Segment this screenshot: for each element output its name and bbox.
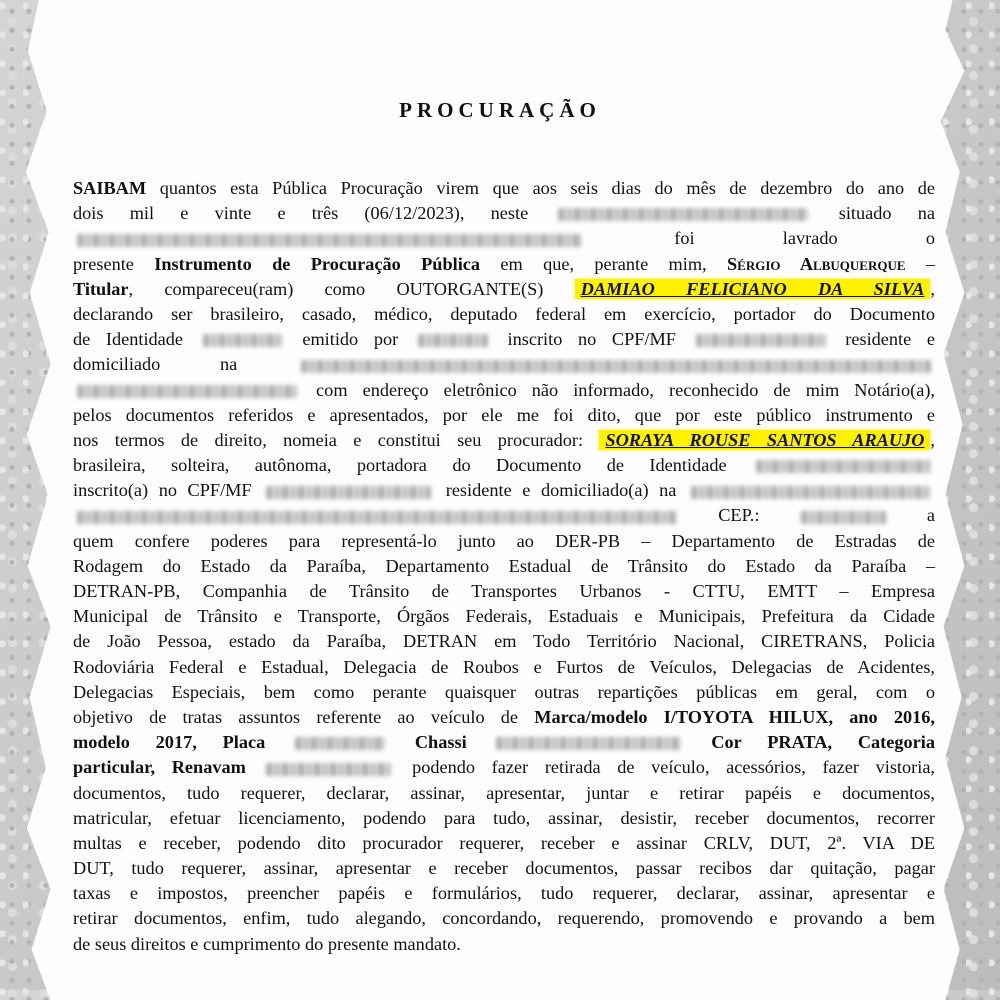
text-line: [73, 932, 935, 957]
body-text: emitido por: [286, 329, 414, 350]
body-text: CEP.:: [681, 505, 797, 526]
body-text: documentos, tudo requerer, declarar, assinar, apresentar, juntar e retirar papéis e documentos,: [73, 782, 935, 803]
document-body: [73, 176, 935, 957]
bold-text: Cor PRATA, Categoria: [685, 732, 935, 753]
body-text: residente e domiciliado(a) na: [435, 480, 687, 501]
body-text: de João Pessoa, estado da Paraíba, DETRAN em Todo Território Nacional, CIRETRANS, Policia: [73, 631, 935, 652]
body-text: ,: [930, 278, 935, 299]
redacted-text: [496, 737, 681, 750]
text-line: [73, 655, 935, 680]
redacted-text: [696, 334, 826, 347]
body-text: em que, perante mim,: [480, 253, 727, 274]
text-line: [73, 327, 935, 352]
text-line: [73, 629, 935, 654]
body-text: matricular, efetuar licenciamento, podendo para tudo, assinar, desistir, receber documentos, recorrer: [73, 807, 935, 828]
body-text: inscrito no CPF/MF: [491, 329, 692, 350]
redacted-text: [77, 385, 297, 398]
text-line: [73, 277, 935, 302]
body-text: ,: [930, 429, 935, 450]
document-title: PROCURAÇÃO: [399, 98, 601, 122]
redacted-text: [418, 334, 488, 347]
body-text: podendo fazer retirada de veículo, acessórios, fazer vistoria,: [395, 757, 935, 778]
text-line: [73, 579, 935, 604]
redacted-text: [301, 360, 931, 373]
highlighted-name: SORAYA ROUSE SANTOS ARAUJO: [599, 430, 930, 450]
body-text: Municipal de Trânsito e Transporte, Órgãos Federais, Estaduais e Municipais, Prefeitura da Cidade: [73, 606, 935, 627]
text-line: [73, 529, 935, 554]
text-line: [73, 403, 935, 428]
body-text: declarando ser brasileiro, casado, médico, deputado federal em exercício, portador do Documento: [73, 303, 935, 324]
redacted-text: [295, 737, 385, 750]
text-line: [73, 226, 935, 251]
text-line: [73, 806, 935, 831]
redacted-text: [266, 763, 391, 776]
redacted-text: [756, 460, 931, 473]
notary-name: Sérgio Albuquerque: [726, 253, 906, 274]
text-line: [73, 352, 935, 377]
bold-text: modelo 2017, Placa: [73, 732, 292, 753]
bold-text: Titular: [73, 278, 129, 299]
body-text: Rodagem do Estado da Paraíba, Departamento Estadual de Trânsito do Estado da Paraíba –: [73, 555, 935, 576]
text-line: [73, 252, 935, 277]
body-text: multas e receber, podendo dito procurador requerer, receber e assinar CRLV, DUT, 2ª. VIA DE: [73, 832, 935, 853]
text-line: [73, 176, 935, 201]
body-text: residente e: [829, 329, 935, 350]
body-text: brasileira, solteira, autônoma, portadora do Documento de Identidade: [73, 455, 752, 476]
body-text: quantos esta Pública Procuração virem que aos seis dias do mês de dezembro do ano de: [146, 178, 935, 198]
body-text: foi lavrado o: [586, 228, 935, 249]
body-text: de Identidade: [73, 329, 199, 350]
body-text: presente: [73, 253, 155, 274]
text-line: [73, 302, 935, 327]
body-text: retirar documentos, enfim, tudo alegando, concordando, requerendo, promovendo e provando a bem: [73, 908, 935, 929]
redacted-text: [801, 511, 886, 524]
body-text: Delegacias Especiais, bem como perante quaisquer outras repartições públicas em geral, com o: [73, 681, 935, 702]
body-text: –: [905, 253, 935, 274]
bold-text: particular, Renavam: [73, 757, 263, 778]
redacted-text: [691, 486, 931, 499]
body-text: com endereço eletrônico não informado, reconhecido de mim Notário(a),: [301, 379, 935, 400]
body-text: domiciliado na: [73, 354, 297, 375]
text-line: [73, 755, 935, 780]
body-text: quem confere poderes para representá-lo junto ao DER-PB – Departamento de Estradas de: [73, 530, 935, 551]
body-text: taxas e impostos, preencher papéis e formulários, tudo requerer, declarar, assinar, apresentar e: [73, 883, 935, 904]
text-line: [73, 705, 935, 730]
text-line: [73, 856, 935, 881]
text-line: [73, 906, 935, 931]
bold-text: Marca/modelo I/TOYOTA HILUX, ano 2016,: [534, 706, 935, 727]
body-text: pelos documentos referidos e apresentados, por ele me foi dito, que por este público instrumento e: [73, 404, 935, 425]
bold-text: Chassi: [389, 732, 493, 753]
text-line: [73, 428, 935, 453]
text-line: [73, 730, 935, 755]
bold-text: SAIBAM: [73, 178, 147, 198]
body-text: , compareceu(ram) como OUTORGANTE(S): [128, 278, 575, 299]
redacted-text: [77, 511, 677, 524]
body-text: objetivo de tratas assuntos referente ao veículo de: [73, 706, 535, 727]
text-line: [73, 503, 935, 528]
text-line: [73, 201, 935, 226]
body-text: de seus direitos e cumprimento do presente mandato.: [73, 933, 461, 954]
text-line: [73, 378, 935, 403]
body-text: situado na: [812, 203, 935, 224]
text-line: [73, 478, 935, 503]
body-text: inscrito(a) no CPF/MF: [73, 480, 263, 501]
text-line: [73, 781, 935, 806]
body-text: DUT, tudo requerer, assinar, apresentar e receber documentos, passar recibos dar quitação, pagar: [73, 858, 935, 879]
body-text: dois mil e vinte e três (06/12/2023), neste: [73, 203, 555, 224]
body-text: Rodoviária Federal e Estadual, Delegacia de Roubos e Furtos de Veículos, Delegacias de Acidentes,: [73, 656, 935, 677]
redacted-text: [266, 486, 431, 499]
body-text: nos termos de direito, nomeia e constitui seu procurador:: [73, 429, 600, 450]
text-line: [73, 554, 935, 579]
bold-text: Instrumento de Procuração Pública: [154, 253, 481, 274]
body-text: DETRAN-PB, Companhia de Trânsito de Transportes Urbanos - CTTU, EMTT – Empresa: [73, 581, 935, 601]
text-line: [73, 680, 935, 705]
text-line: [73, 604, 935, 629]
body-text: a: [889, 505, 935, 526]
highlighted-name: DAMIAO FELICIANO DA SILVA: [575, 279, 931, 299]
text-line: [73, 881, 935, 906]
text-line: [73, 831, 935, 856]
redacted-text: [203, 334, 283, 347]
redacted-text: [558, 208, 808, 221]
redacted-text: [77, 234, 582, 247]
text-line: [73, 453, 935, 478]
